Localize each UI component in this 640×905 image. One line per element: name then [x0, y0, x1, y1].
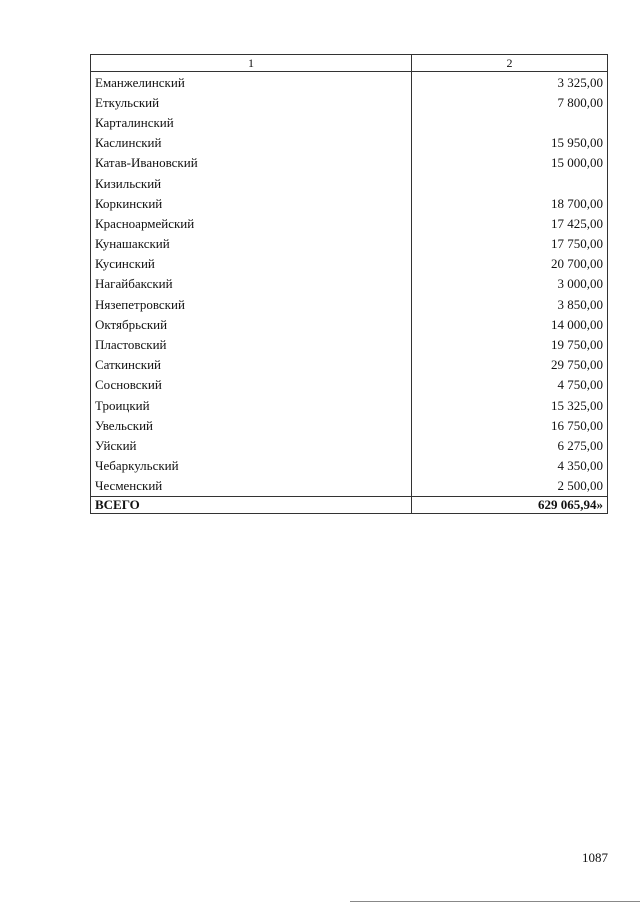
amount-cell: 3 850,00: [412, 294, 608, 314]
amount-cell: 18 700,00: [412, 193, 608, 213]
table-row: [91, 435, 608, 455]
amount-cell: 6 275,00: [412, 435, 608, 455]
amount-cell: 3 000,00: [412, 274, 608, 294]
district-name-cell: Увельский: [91, 415, 412, 435]
district-name-cell: Пластовский: [91, 334, 412, 354]
district-name-cell: Катав-Ивановский: [91, 153, 412, 173]
amount-cell: 15 950,00: [412, 133, 608, 153]
table-row: [91, 334, 608, 354]
district-name-cell: Кизильский: [91, 173, 412, 193]
table-row: [91, 213, 608, 233]
table-row: [91, 193, 608, 213]
table-row: [91, 476, 608, 497]
amount-cell: 16 750,00: [412, 415, 608, 435]
amount-cell: 4 350,00: [412, 456, 608, 476]
table-row: [91, 234, 608, 254]
allocation-table: [90, 54, 608, 514]
table-body: [91, 72, 608, 497]
table-row: [91, 456, 608, 476]
district-name-cell: Коркинский: [91, 193, 412, 213]
amount-cell: 15 000,00: [412, 153, 608, 173]
table-row: [91, 173, 608, 193]
amount-cell: 4 750,00: [412, 375, 608, 395]
page-number: 1087: [582, 850, 608, 865]
table-row: [91, 274, 608, 294]
table-row: [91, 375, 608, 395]
amount-cell: 7 800,00: [412, 92, 608, 112]
table-row: [91, 254, 608, 274]
table-row: [91, 395, 608, 415]
amount-cell: 20 700,00: [412, 254, 608, 274]
table-row: [91, 314, 608, 334]
district-name-cell: Еманжелинский: [91, 72, 412, 93]
column-header-1: 1: [91, 55, 412, 72]
district-name-cell: Сосновский: [91, 375, 412, 395]
table-row: [91, 355, 608, 375]
table-row: [91, 415, 608, 435]
amount-cell: [412, 173, 608, 193]
table-row: [91, 92, 608, 112]
table-row: [91, 153, 608, 173]
district-name-cell: Уйский: [91, 435, 412, 455]
bottom-rule: [350, 901, 640, 902]
total-amount: 629 065,94»: [412, 496, 608, 513]
table-row: [91, 112, 608, 132]
district-name-cell: Карталинский: [91, 112, 412, 132]
amount-cell: 29 750,00: [412, 355, 608, 375]
amount-cell: 2 500,00: [412, 476, 608, 497]
amount-cell: 3 325,00: [412, 72, 608, 93]
district-name-cell: Каслинский: [91, 133, 412, 153]
table-row: [91, 133, 608, 153]
district-name-cell: Чесменский: [91, 476, 412, 497]
total-row: [91, 496, 608, 513]
district-name-cell: Октябрьский: [91, 314, 412, 334]
table-row: [91, 72, 608, 93]
district-name-cell: Нагайбакский: [91, 274, 412, 294]
district-name-cell: Кусинский: [91, 254, 412, 274]
amount-cell: 14 000,00: [412, 314, 608, 334]
amount-cell: 15 325,00: [412, 395, 608, 415]
table-header-row: [91, 55, 608, 72]
district-name-cell: Троицкий: [91, 395, 412, 415]
district-name-cell: Нязепетровский: [91, 294, 412, 314]
amount-cell: [412, 112, 608, 132]
district-name-cell: Еткульский: [91, 92, 412, 112]
district-name-cell: Саткинский: [91, 355, 412, 375]
total-label: ВСЕГО: [91, 496, 412, 513]
column-header-2: 2: [412, 55, 608, 72]
amount-cell: 19 750,00: [412, 334, 608, 354]
district-name-cell: Красноармейский: [91, 213, 412, 233]
table-row: [91, 294, 608, 314]
district-name-cell: Чебаркульский: [91, 456, 412, 476]
district-name-cell: Кунашакский: [91, 234, 412, 254]
amount-cell: 17 425,00: [412, 213, 608, 233]
amount-cell: 17 750,00: [412, 234, 608, 254]
